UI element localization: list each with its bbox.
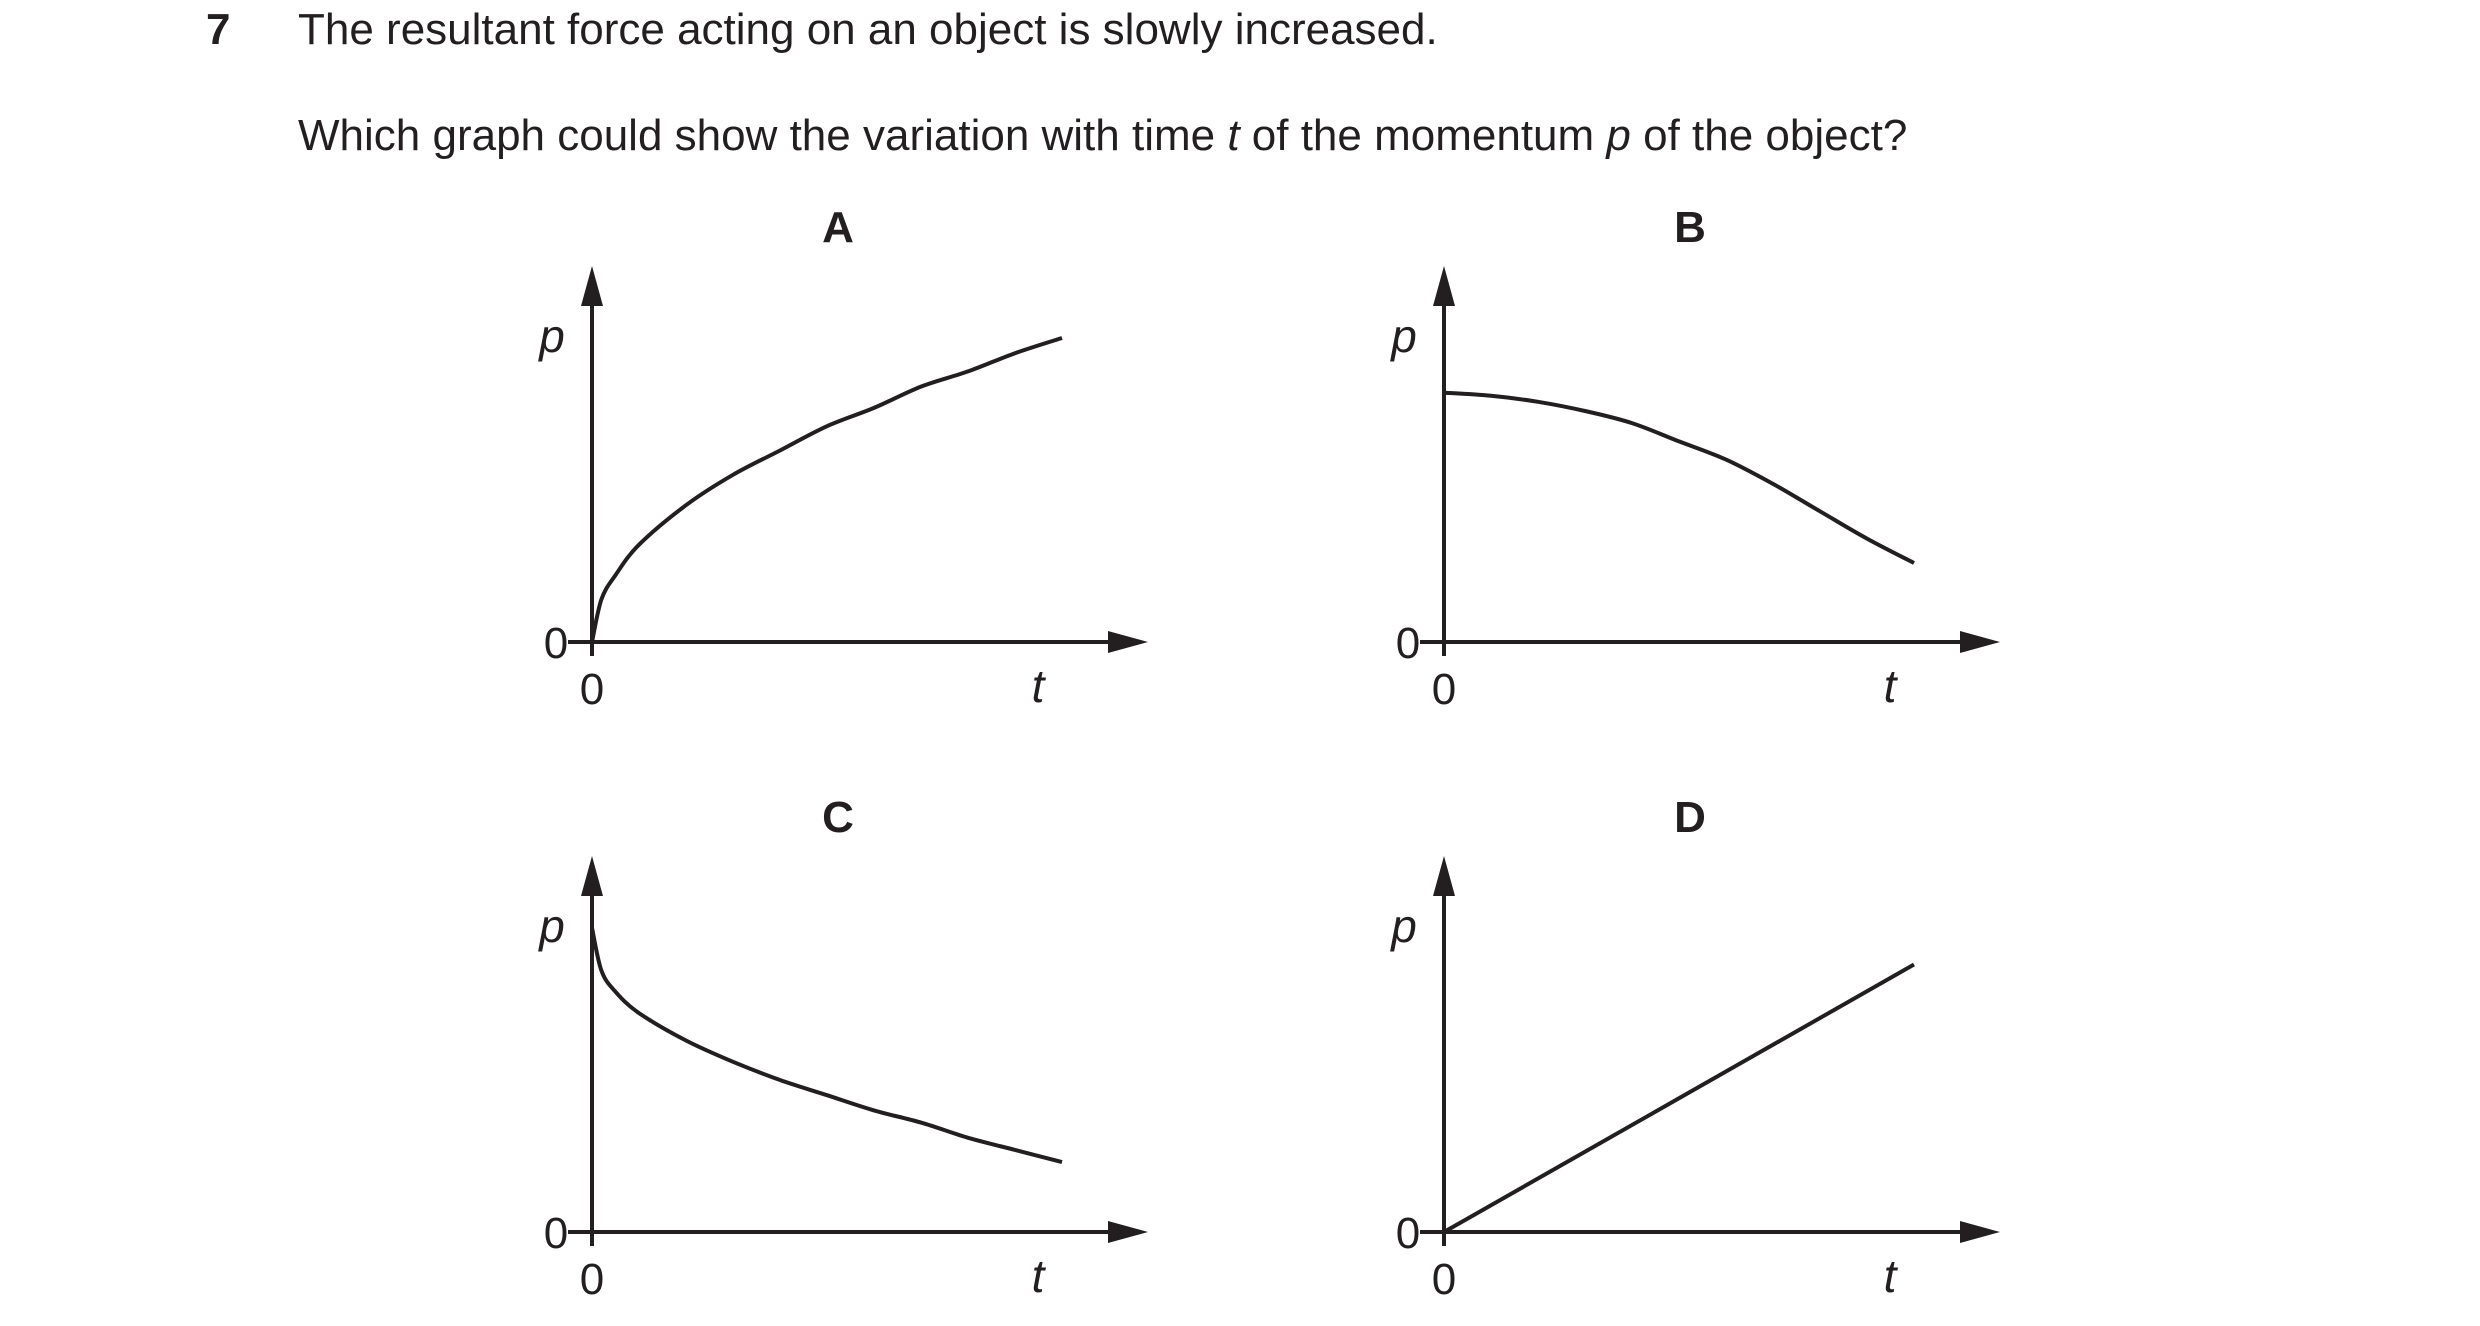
x-axis-label: t <box>1031 1250 1045 1302</box>
x-axis-label: t <box>1883 1250 1897 1302</box>
x-axis-label: t <box>1031 660 1045 712</box>
graph-label: C <box>822 793 854 842</box>
x-axis-arrowhead <box>1960 1221 2000 1243</box>
graph-d <box>1389 793 2000 1304</box>
y-origin-label: 0 <box>543 1209 569 1258</box>
x-origin-label: 0 <box>579 1255 605 1304</box>
question-stem: The resultant force acting on an object is slowly increased. <box>298 5 1438 54</box>
x-origin-label: 0 <box>579 665 605 714</box>
y-origin-label: 0 <box>1395 619 1421 668</box>
prompt-text-1: Which graph could show the variation with time <box>298 111 1228 160</box>
question-number: 7 <box>206 5 231 54</box>
series-line-0 <box>592 338 1062 642</box>
graph-label: A <box>822 203 854 252</box>
x-axis-label: t <box>1883 660 1897 712</box>
y-axis-label: p <box>539 900 565 952</box>
y-origin-label: 0 <box>543 619 569 668</box>
x-axis-arrowhead <box>1108 1221 1148 1243</box>
prompt-var-t: t <box>1227 111 1240 160</box>
series-line-0 <box>1444 965 1914 1233</box>
y-axis-label: p <box>539 310 565 362</box>
series-line-0 <box>1444 393 1914 563</box>
y-axis-arrowhead <box>581 856 603 896</box>
prompt-text-2: of the momentum <box>1239 111 1607 160</box>
x-origin-label: 0 <box>1431 665 1457 714</box>
y-axis-label: p <box>1391 900 1417 952</box>
series-line-0 <box>592 928 1062 1162</box>
x-axis-arrowhead <box>1108 631 1148 653</box>
prompt-var-p: p <box>1606 111 1631 160</box>
y-origin-label: 0 <box>1395 1209 1421 1258</box>
prompt-text-3: of the object? <box>1630 111 1908 160</box>
x-axis-arrowhead <box>1960 631 2000 653</box>
graph-c <box>537 793 1148 1304</box>
graph-a <box>537 203 1148 714</box>
graph-label: B <box>1674 203 1706 252</box>
y-axis-arrowhead <box>1433 856 1455 896</box>
y-axis-arrowhead <box>581 266 603 306</box>
y-axis-arrowhead <box>1433 266 1455 306</box>
y-axis-label: p <box>1391 310 1417 362</box>
graph-b <box>1389 203 2000 714</box>
graph-label: D <box>1674 793 1706 842</box>
x-origin-label: 0 <box>1431 1255 1457 1304</box>
